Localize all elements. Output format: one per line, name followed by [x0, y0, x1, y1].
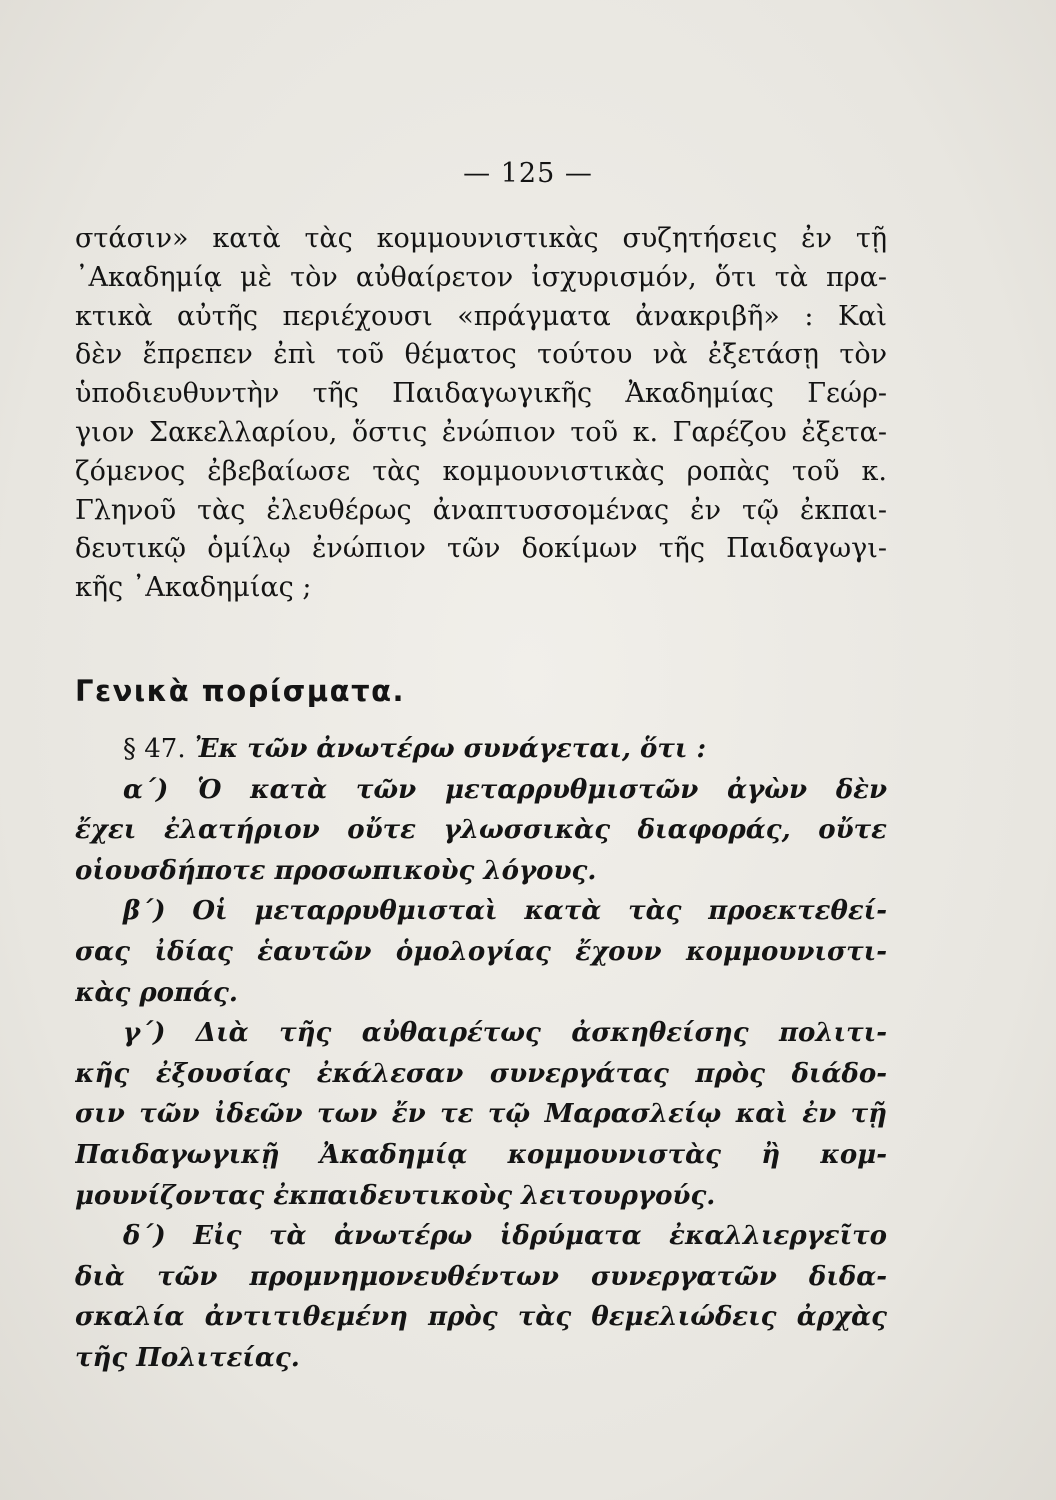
paragraph-line: ᾿Ακαδημίᾳ μὲ τὸν αὐθαίρετον ἰσχυρισμόν, ὅτι τὰ πρα-: [75, 261, 887, 293]
paragraph-line: γιον Σακελλαρίου, ὅστις ἐνώπιον τοῦ κ. Γαρέζου ἐξετα-: [75, 416, 887, 448]
conclusion-intro-line: [75, 729, 887, 770]
paragraph-line: δευτικῷ ὁμίλῳ ἐνώπιον τῶν δοκίμων τῆς Παιδαγωγι-: [75, 533, 887, 565]
conclusion-line: σας ἰδίας ἑαυτῶν ὁμολογίας ἔχουν κομμουνιστι-: [75, 936, 887, 967]
conclusion-line: σιν τῶν ἰδεῶν των ἔν τε τῷ Μαρασλείῳ καὶ ἐν τῇ: [75, 1099, 887, 1130]
section-number: § 47.: [123, 734, 186, 764]
conclusion-line: κῆς ἐξουσίας ἐκάλεσαν συνεργάτας πρὸς διάδο-: [75, 1058, 887, 1089]
conclusion-line: δ΄) Εἰς τὰ ἀνωτέρω ἱδρύματα ἐκαλλιεργεῖτο: [123, 1221, 887, 1252]
paragraph-line: στάσιν» κατὰ τὰς κομμουνιστικὰς συζητήσεις ἐν τῇ: [75, 223, 887, 254]
conclusion-line: α΄) Ὁ κατὰ τῶν μεταρρυθμιστῶν ἀγὼν δὲν: [123, 774, 887, 805]
conclusion-intro: Ἐκ τῶν ἀνωτέρω συνάγεται, ὅτι :: [194, 734, 707, 764]
paragraph: [75, 220, 887, 608]
paragraph-line: Γληνοῦ τὰς ἐλευθέρως ἀναπτυσσομένας ἐν τῷ ἐκπαι-: [75, 494, 887, 526]
paragraph-line: κτικὰ αὐτῆς περιέχουσι «πράγματα ἀνακριβῆ» : Καὶ: [75, 300, 887, 332]
conclusion-line: β΄) Οἱ μεταρρυθμισταὶ κατὰ τὰς προεκτεθεί-: [123, 896, 887, 927]
conclusion-line: κὰς ροπάς.: [75, 977, 238, 1008]
conclusion-line: γ΄) Διὰ τῆς αὐθαιρέτως ἀσκηθείσης πολιτι-: [123, 1018, 887, 1049]
section-heading: Γενικὰ πορίσματα.: [75, 674, 406, 708]
conclusion-line: ἔχει ἐλατήριον οὔτε γλωσσικὰς διαφοράς, οὔτε: [75, 815, 887, 846]
paragraph-line: κῆς ᾿Ακαδημίας ;: [75, 572, 312, 604]
conclusion-line: οἱουσδήποτε προσωπικοὺς λόγους.: [75, 855, 597, 886]
conclusion-line: διὰ τῶν προμνημονευθέντων συνεργατῶν διδα-: [75, 1261, 887, 1292]
page-number: — 125 —: [463, 158, 593, 189]
conclusion-line: μουνίζοντας ἐκπαιδευτικοὺς λειτουργούς.: [75, 1180, 716, 1211]
paragraph-line: ὑποδιευθυντὴν τῆς Παιδαγωγικῆς Ἀκαδημίας Γεώρ-: [75, 378, 887, 410]
conclusion-line: Παιδαγωγικῇ Ἀκαδημίᾳ κομμουνιστὰς ἢ κομ-: [75, 1139, 887, 1170]
conclusions-list: [75, 729, 887, 1379]
paragraph-line: ζόμενος ἐβεβαίωσε τὰς κομμουνιστικὰς ροπὰς τοῦ κ.: [75, 455, 887, 487]
conclusion-line: τῆς Πολιτείας.: [75, 1342, 300, 1373]
conclusion-line: σκαλία ἀντιτιθεμένη πρὸς τὰς θεμελιώδεις ἀρχὰς: [75, 1302, 887, 1333]
paragraph-line: δὲν ἔπρεπεν ἐπὶ τοῦ θέματος τούτου νὰ ἐξετάσῃ τὸν: [75, 339, 887, 371]
